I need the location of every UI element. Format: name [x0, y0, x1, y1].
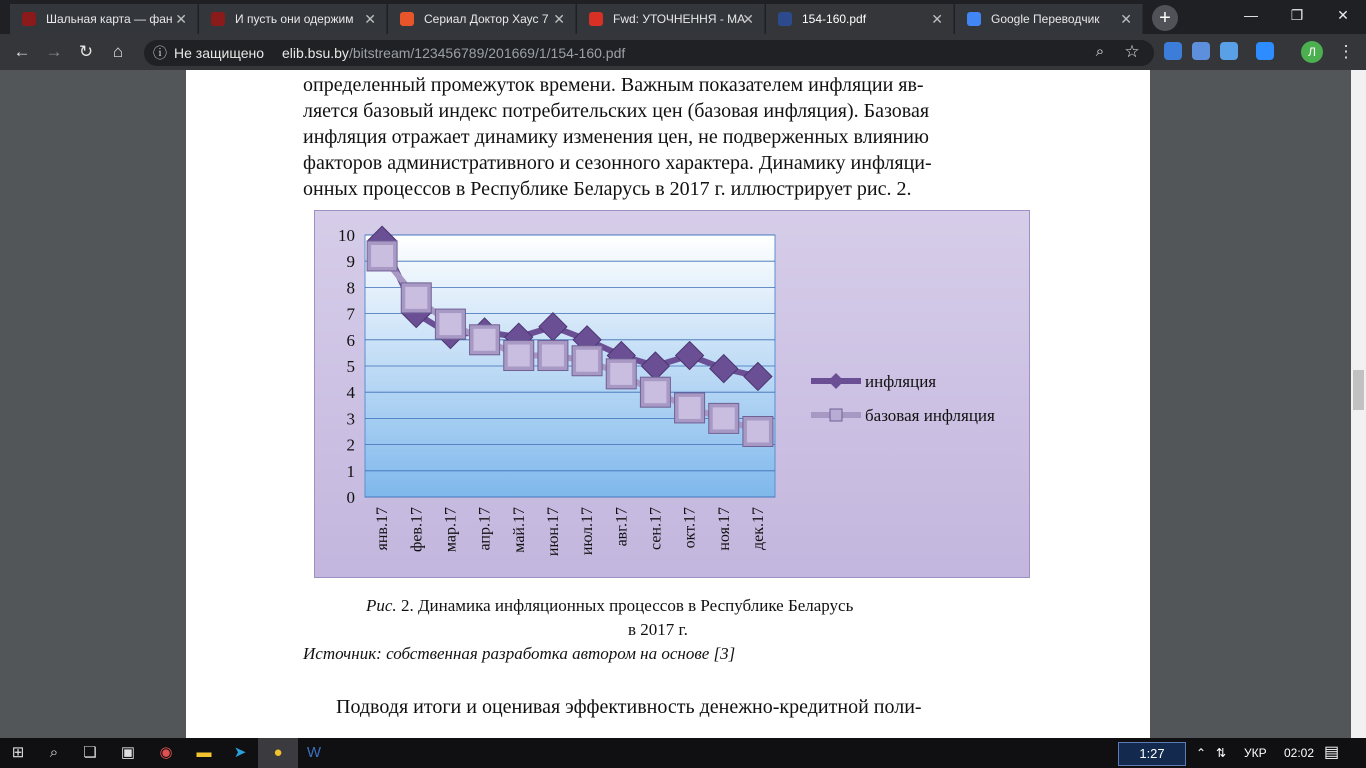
tab-strip: [0, 0, 1366, 34]
chrome-icon[interactable]: ●: [273, 744, 283, 761]
tab-3-title: Fwd: УТОЧНЕННЯ - МА: [613, 12, 746, 26]
tab-3-close-icon[interactable]: ✕: [742, 11, 754, 27]
clock[interactable]: 02:02: [1284, 746, 1315, 760]
pdf-page: [186, 70, 1150, 738]
info-icon[interactable]: ⓘ: [153, 45, 167, 61]
y-tick-label: 8: [346, 278, 355, 298]
translate-extension-icon[interactable]: [1192, 42, 1210, 60]
chart-svg: [315, 211, 1031, 579]
tab-2-title: Сериал Доктор Хаус 7: [424, 12, 549, 26]
store-icon[interactable]: ▣: [120, 744, 136, 761]
tab-3-favicon-icon: [589, 12, 603, 26]
x-tick-label: апр.17: [476, 507, 494, 551]
tab-5-favicon-icon: [967, 12, 981, 26]
tab-4-title: 154-160.pdf: [802, 12, 867, 26]
telegram-icon[interactable]: ➤: [233, 744, 247, 761]
legend-label-1: базовая инфляция: [865, 406, 995, 425]
timer-widget[interactable]: 1:27: [1118, 742, 1186, 766]
x-tick-label: авг.17: [613, 507, 631, 547]
tab-2-close-icon[interactable]: ✕: [553, 11, 565, 27]
figure-caption: [366, 596, 853, 616]
paragraph-line: ляется базовый индекс потребительских цен (базовая инфляция). Базовая: [303, 100, 930, 122]
x-tick-label: май.17: [510, 507, 528, 553]
network-icon[interactable]: ⇅: [1216, 746, 1227, 760]
tab-5-close-icon[interactable]: ✕: [1120, 11, 1132, 27]
forward-icon[interactable]: →: [45, 42, 63, 61]
x-tick-label: июл.17: [579, 507, 597, 556]
tab-1-favicon-icon: [211, 12, 225, 26]
legend-swatch-marker-0: [828, 373, 844, 389]
tab-1-close-icon[interactable]: ✕: [364, 11, 376, 27]
x-tick-label: янв.17: [374, 507, 392, 551]
word-icon[interactable]: W: [306, 744, 322, 761]
paragraph-line: определенный промежуток времени. Важным показателем инфляции яв-: [303, 74, 924, 96]
y-tick-label: 0: [346, 488, 355, 507]
url-text[interactable]: [282, 40, 625, 66]
y-tick-label: 4: [346, 383, 355, 403]
url-path: /bitstream/123456789/201669/1/154-160.pdf: [348, 45, 626, 61]
home-icon[interactable]: ⌂: [112, 42, 124, 61]
tab-0-title: Шальная карта — фан: [46, 12, 173, 26]
tab-5-title: Google Переводчик: [991, 12, 1100, 26]
pdf-viewer: [0, 70, 1366, 738]
series-point-highlight-1: [371, 245, 393, 267]
tab-4-close-icon[interactable]: ✕: [931, 11, 943, 27]
search-icon[interactable]: ⌕: [49, 744, 59, 761]
series-point-highlight-1: [679, 397, 701, 419]
source-note: Источник: собственная разработка автором на основе [3]: [303, 644, 736, 663]
legend-swatch-marker-1: [830, 409, 842, 421]
y-tick-label: 10: [338, 226, 355, 245]
caption-line1: 2. Динамика инфляционных процессов в Республике Беларусь: [396, 596, 854, 615]
x-tick-label: ноя.17: [715, 507, 733, 551]
url-host: elib.bsu.by: [282, 45, 349, 61]
y-tick-label: 9: [346, 252, 355, 272]
restore-icon[interactable]: ❐: [1290, 7, 1304, 23]
series-point-highlight-1: [713, 407, 735, 429]
series-point-highlight-1: [747, 421, 769, 443]
tab-1[interactable]: [199, 4, 387, 34]
security-label[interactable]: Не защищено: [174, 45, 264, 61]
y-tick-label: 5: [346, 357, 355, 376]
x-tick-label: фев.17: [408, 507, 426, 553]
x-tick-label: окт.17: [681, 507, 699, 549]
shield-extension-icon[interactable]: [1164, 42, 1182, 60]
series-point-highlight-1: [542, 345, 564, 367]
lang-indicator[interactable]: УКР: [1244, 746, 1267, 760]
series-point-highlight-1: [508, 345, 530, 367]
bookmark-star-icon[interactable]: ☆: [1124, 42, 1140, 61]
series-point-highlight-1: [439, 313, 461, 335]
tab-2[interactable]: [388, 4, 576, 34]
tab-0-favicon-icon: [22, 12, 36, 26]
new-tab-button[interactable]: +: [1152, 5, 1178, 31]
tab-0-close-icon[interactable]: ✕: [175, 11, 187, 27]
file-explorer-icon[interactable]: ▬: [196, 744, 212, 761]
y-tick-label: 2: [346, 435, 355, 455]
windows-start-icon[interactable]: ⊞: [11, 744, 25, 761]
minimize-icon[interactable]: —: [1244, 7, 1258, 23]
tab-4[interactable]: [766, 4, 954, 34]
tab-0[interactable]: [10, 4, 198, 34]
back-icon[interactable]: ←: [13, 42, 31, 61]
tab-5[interactable]: [955, 4, 1143, 34]
figure-caption-line2: в 2017 г.: [628, 620, 688, 639]
paragraph-line: факторов административного и сезонного характера. Динамику инфляци-: [303, 152, 932, 174]
y-tick-label: 3: [346, 409, 355, 429]
x-tick-label: дек.17: [749, 507, 767, 551]
inflation-chart: [314, 210, 1030, 578]
series-point-highlight-1: [474, 329, 496, 351]
notification-icon[interactable]: ▤: [1324, 744, 1340, 761]
tray-chevron-icon[interactable]: ⌃: [1196, 746, 1207, 760]
series-point-highlight-1: [576, 350, 598, 372]
paragraph-line: Подводя итоги и оценивая эффективность денежно-кредитной поли-: [336, 696, 922, 718]
series-point-highlight-1: [610, 363, 632, 385]
caption-prefix: Рис.: [366, 596, 397, 615]
y-tick-label: 7: [346, 304, 355, 324]
zoom-icon[interactable]: ⌕: [1095, 43, 1105, 60]
reload-icon[interactable]: ↻: [78, 42, 94, 61]
puzzle-extension-icon[interactable]: [1220, 42, 1238, 60]
x-tick-label: мар.17: [442, 507, 460, 553]
series-point-highlight-1: [644, 381, 666, 403]
scrollbar-thumb[interactable]: [1353, 370, 1364, 410]
menu-icon[interactable]: ⋮: [1337, 42, 1355, 61]
x-tick-label: июн.17: [544, 507, 562, 557]
task-view-icon[interactable]: ❏: [83, 744, 97, 761]
paragraph-line: [303, 70, 1031, 71]
tab-4-favicon-icon: [778, 12, 792, 26]
paragraph-line: онных процессов в Республике Беларусь в 2017 г. иллюстрирует рис. 2.: [303, 178, 912, 200]
y-tick-label: 1: [346, 461, 355, 481]
profile-avatar[interactable]: Л: [1301, 41, 1323, 63]
x-tick-label: сен.17: [647, 507, 665, 550]
legend-label-0: инфляция: [865, 372, 937, 391]
close-window-icon[interactable]: ✕: [1337, 7, 1349, 23]
series-point-highlight-1: [405, 287, 427, 309]
paragraph-line: инфляция отражает динамику изменения цен, не подверженных влиянию: [303, 126, 929, 148]
tab-3[interactable]: [577, 4, 765, 34]
zoom-extension-icon[interactable]: [1256, 42, 1274, 60]
tab-1-title: И пусть они одержим: [235, 12, 354, 26]
y-tick-label: 6: [346, 330, 355, 350]
tab-2-favicon-icon: [400, 12, 414, 26]
media-player-icon[interactable]: ◉: [159, 744, 173, 761]
